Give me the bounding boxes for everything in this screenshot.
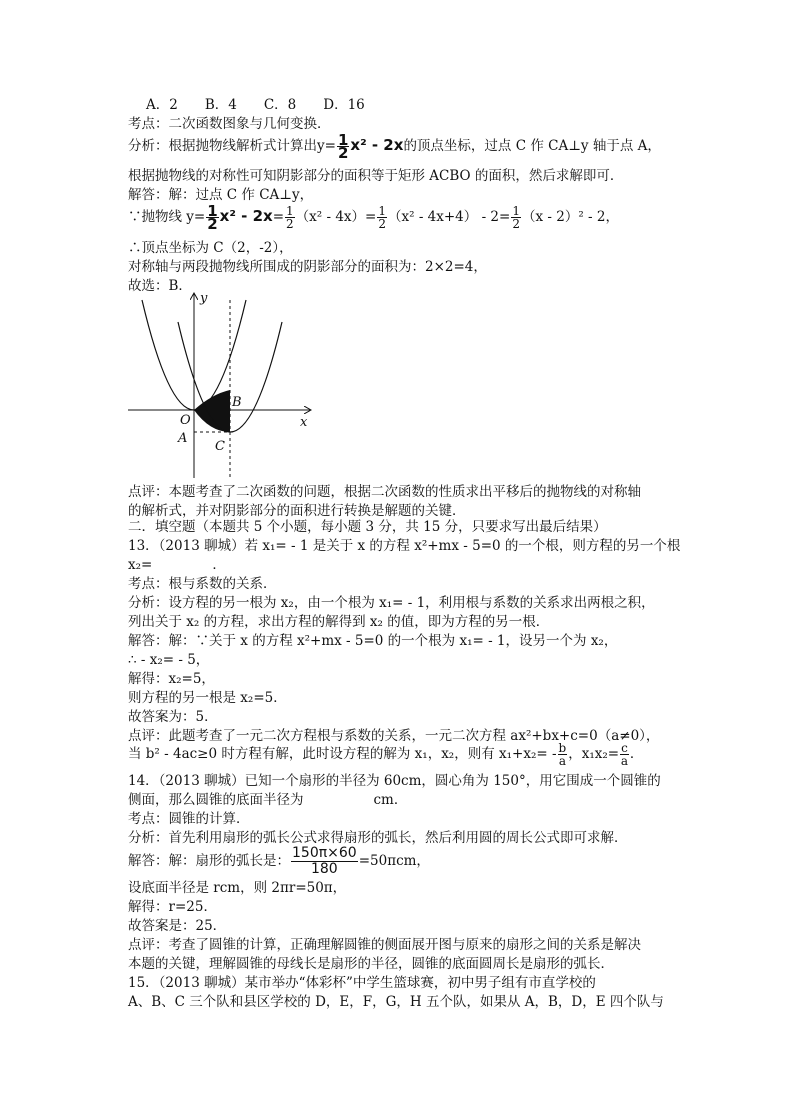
q12-area: 对称轴与两段抛物线所围成的阴影部分的面积为：2×2=4， (128, 259, 487, 275)
q12-fenxi-b: 的顶点坐标，过点 C 作 CA⊥y 轴于点 A， (403, 138, 661, 154)
pao-b: （x² - 4x）= (295, 209, 377, 225)
pao-a: ∵抛物线 y= (128, 209, 206, 225)
q12-fenxi-a: 分析：根据抛物线解析式计算出y= (128, 138, 336, 154)
q14-fenxi: 分析：首先利用扇形的弧长公式求得扇形的弧长，然后利用圆的周长公式即可求解． (128, 830, 628, 846)
q12-dianping-2: 的解析式，并对阴影部分的面积进行转换是解题的关键． (128, 503, 466, 519)
q14-jieda-2: 设底面半径是 rcm，则 2πr=50π， (128, 880, 347, 896)
label-x: x (300, 415, 308, 430)
label-b: B (232, 395, 242, 410)
label-o: O (180, 413, 191, 428)
q13-stem-2: x₂= ． (128, 557, 226, 573)
c-over-a-fraction: $\frac{c}{a}$ (620, 741, 629, 768)
b-over-a-fraction: $\frac{b}{a}$ (558, 741, 567, 768)
q14-stem-2: 侧面，那么圆锥的底面半径为 cm． (128, 792, 408, 808)
q12-fenxi-c: 根据抛物线的对称性可知阴影部分的面积等于矩形 ACBO 的面积，然后求解即可． (128, 168, 624, 184)
section-2-header: 二．填空题（本题共 5 个小题，每小题 3 分，共 15 分，只要求写出最后结果） (128, 519, 607, 535)
q14-kaodian: 考点：圆锥的计算． (128, 811, 250, 827)
q12-parabola-line: ∵抛物线 y= $\frac{1}{2}$ x² - 2x= $\frac{1}{2}$ （x² - 4x）= $\frac{1}{2}$ （x² - 4x+4） - 2= $\frac{1}{2}$ （x - 2）² - 2， (128, 202, 619, 233)
q13-stem-1: 13．（2013 聊城）若 x₁= - 1 是关于 x 的方程 x²+mx - 5=0 的一个根，则方程的另一个根 (128, 538, 681, 554)
half-fraction: $\frac{1}{2}$ (378, 204, 386, 231)
q14-answer: 故答案是：25． (128, 918, 227, 934)
q13-jieda-3: 解得：x₂=5， (128, 671, 215, 687)
pao-c: （x² - 4x+4） - 2= (388, 209, 511, 225)
half-fraction: $\frac{1}{2}$ (512, 204, 520, 231)
half-fraction: $\frac{1}{2}$ (207, 202, 218, 233)
q13-jieda-4: 则方程的另一根是 x₂=5． (128, 690, 287, 706)
label-a: A (178, 431, 188, 446)
q14-jieda-3: 解得：r=25． (128, 899, 217, 915)
q13-fenxi-2: 列出关于 x₂ 的方程，求出方程的解得到 x₂ 的值，即为方程的另一根． (128, 614, 550, 630)
q13-dianping-2: 当 b² - 4ac≥0 时方程有解，此时设方程的解为 x₁，x₂，则有 x₁+x₂= - $\frac{b}{a}$ ，x₁x₂= $\frac{c}{a}$ ． (128, 741, 644, 768)
x-squared: x² (350, 136, 367, 154)
parabola-figure (120, 286, 320, 482)
q13-jieda-2: ∴ - x₂= - 5， (128, 652, 210, 668)
q14-stem-1: 14．（2013 聊城）已知一个扇形的半径为 60cm，圆心角为 150°，用它围成一个圆锥的 (128, 773, 661, 789)
q13-dianping-1: 点评：此题考查了一元二次方程根与系数的关系，一元二次方程 ax²+bx+c=0（a≠0）， (128, 728, 660, 744)
x-squared: x² (219, 207, 236, 225)
q15-stem-2: A、B、C 三个队和县区学校的 D，E，F，G，H 五个队，如果从 A，B，D，E 四个队与 (128, 994, 664, 1010)
q13-fenxi-1: 分析：设方程的另一根为 x₂，由一个根为 x₁= - 1，利用根与系数的关系求出两根之积， (128, 595, 655, 611)
half-fraction: $\frac{1}{2}$ (286, 204, 294, 231)
q14-jieda-1: 解答：解：扇形的弧长是： $\frac{150\pi\times 60}{180}$ =50πcm， (128, 845, 430, 877)
q12-dianping-1: 点评：本题考查了二次函数的问题，根据二次函数的性质求出平移后的抛物线的对称轴 (128, 484, 641, 500)
minus-2x: - 2x (235, 207, 273, 225)
q14-dianping-1: 点评：考查了圆锥的计算，正确理解圆锥的侧面展开图与原来的扇形之间的关系是解决 (128, 937, 641, 953)
q12-jieda-1: 解答：解：过点 C 作 CA⊥y， (128, 187, 314, 203)
minus-2x: - 2x (366, 136, 404, 154)
q13-kaodian: 考点：根与系数的关系． (128, 576, 277, 592)
q12-fenxi (128, 131, 661, 162)
half-fraction: $\frac{1}{2}$ (337, 131, 349, 162)
arc-length-fraction: $\frac{150\pi\times 60}{180}$ (292, 845, 357, 877)
label-y: y (200, 291, 208, 306)
q15-stem-1: 15．（2013 聊城）某市举办“体彩杯”中学生篮球赛，初中男子组有市直学校的 (128, 975, 596, 991)
label-c: C (215, 439, 225, 454)
q12-kaodian: 考点：二次函数图象与几何变换． (128, 116, 331, 132)
q12-vertex: ∴顶点坐标为 C（2，-2）， (128, 240, 293, 256)
q13-answer: 故答案为：5． (128, 709, 218, 725)
q12-answer: 故选：B． (128, 278, 192, 294)
answer-choices: A．2 B．4 C．8 D．16 (146, 97, 365, 113)
pao-d: （x - 2）² - 2， (521, 209, 619, 225)
q13-jieda-1: 解答：解：∵关于 x 的方程 x²+mx - 5=0 的一个根为 x₁= - 1，设另一个为 x₂， (128, 633, 618, 649)
q14-dianping-2: 本题的关键，理解圆锥的母线长是扇形的半径，圆锥的底面圆周长是扇形的弧长． (128, 956, 614, 972)
